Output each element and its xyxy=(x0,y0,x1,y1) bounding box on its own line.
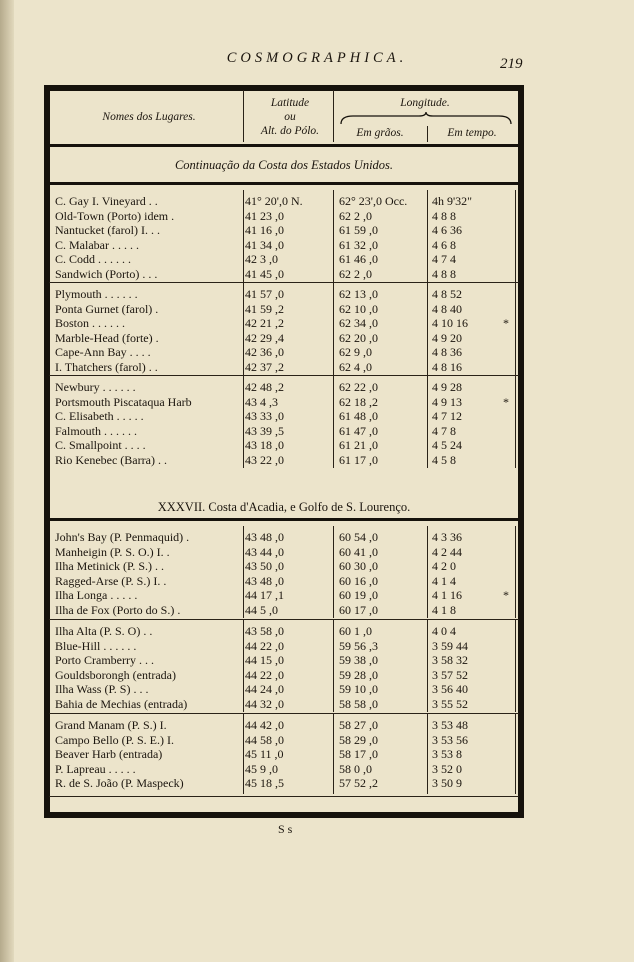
table-row xyxy=(49,331,519,345)
longitude-time: 3 58 32 xyxy=(432,653,468,668)
longitude-degrees: 59 10 ,0 xyxy=(339,682,378,697)
group-divider xyxy=(49,375,519,376)
longitude-time: 3 55 52 xyxy=(432,697,468,711)
longitude-degrees: 60 30 ,0 xyxy=(339,559,378,574)
table-row xyxy=(49,559,519,573)
place-name: C. Gay I. Vineyard . . xyxy=(55,194,158,208)
header-latitude-1: Latitude xyxy=(270,97,310,109)
longitude-time: 4 9 20 xyxy=(432,330,462,345)
latitude-value: 45 11 ,0 xyxy=(245,747,284,762)
latitude-value: 41 34 ,0 xyxy=(245,237,284,252)
longitude-degrees: 62 13 ,0 xyxy=(339,287,378,301)
place-name: Ilha de Fox (Porto do S.) . xyxy=(55,603,181,617)
latitude-value: 44 58 ,0 xyxy=(245,732,284,747)
longitude-degrees: 61 32 ,0 xyxy=(339,237,378,252)
longitude-degrees: 62 34 ,0 xyxy=(339,316,378,331)
longitude-degrees: 61 46 ,0 xyxy=(339,252,378,267)
longitude-time: 4 8 36 xyxy=(432,345,462,360)
latitude-value: 44 22 ,0 xyxy=(245,667,284,682)
observation-mark: * xyxy=(503,394,509,409)
table-row xyxy=(49,776,519,790)
table-row xyxy=(49,409,519,423)
latitude-value: 41 59 ,2 xyxy=(245,301,284,316)
place-name: Portsmouth Piscataqua Harb xyxy=(55,394,192,409)
running-head: COSMOGRAPHICA. xyxy=(226,50,408,66)
longitude-time: 4 9 13 xyxy=(432,394,462,409)
place-name: Ragged-Arse (P. S.) I. . xyxy=(55,573,167,588)
page-edge-shadow xyxy=(0,0,14,962)
longitude-time: 4 5 24 xyxy=(432,438,462,453)
longitude-time: 4 0 4 xyxy=(432,624,456,638)
place-name: Boston . . . . . . xyxy=(55,316,126,331)
latitude-value: 43 33 ,0 xyxy=(245,409,284,424)
latitude-value: 42 29 ,4 xyxy=(245,330,284,345)
place-name: Ilha Metinick (P. S.) . . xyxy=(55,559,164,574)
longitude-time: 4 8 16 xyxy=(432,360,462,374)
longitude-time: 4 7 8 xyxy=(432,423,456,438)
latitude-value: 42 48 ,2 xyxy=(245,380,284,394)
section-2-rule xyxy=(49,518,519,521)
table-row xyxy=(49,747,519,761)
longitude-time: 4 6 36 xyxy=(432,223,462,238)
place-name: Rio Kenebec (Barra) . . xyxy=(55,453,167,467)
longitude-time: 4 9 28 xyxy=(432,380,462,394)
longitude-time: 4 8 52 xyxy=(432,287,462,301)
table-row xyxy=(49,668,519,682)
table-row xyxy=(49,438,519,452)
latitude-value: 42 36 ,0 xyxy=(245,345,284,360)
coordinates-table xyxy=(45,86,523,817)
longitude-time: 4 7 4 xyxy=(432,252,456,267)
place-name: C. Smallpoint . . . . xyxy=(55,438,146,453)
longitude-degrees: 60 1 ,0 xyxy=(339,624,372,638)
place-name: C. Malabar . . . . . xyxy=(55,237,139,252)
table-row xyxy=(49,380,519,394)
place-name: Plymouth . . . . . . xyxy=(55,287,138,301)
table-row xyxy=(49,395,519,409)
longitude-degrees: 62 22 ,0 xyxy=(339,380,378,394)
longitude-degrees: 58 0 ,0 xyxy=(339,761,372,776)
longitude-time: 3 50 9 xyxy=(432,776,462,791)
table-row xyxy=(49,302,519,316)
header-latitude-2: ou xyxy=(284,111,296,123)
latitude-value: 43 39 ,5 xyxy=(245,423,284,438)
latitude-value: 43 50 ,0 xyxy=(245,559,284,574)
latitude-value: 43 58 ,0 xyxy=(245,624,284,638)
table-row xyxy=(49,697,519,711)
longitude-degrees: 62 18 ,2 xyxy=(339,394,378,409)
latitude-value: 41° 20',0 N. xyxy=(245,194,303,208)
table-row xyxy=(49,209,519,223)
latitude-value: 44 17 ,1 xyxy=(245,588,284,603)
table-row xyxy=(49,287,519,301)
longitude-brace xyxy=(339,112,513,126)
place-name: Grand Manam (P. S.) I. xyxy=(55,718,167,732)
observation-mark: * xyxy=(503,316,509,331)
section-2-title: XXXVII. Costa d'Acadia, e Golfo de S. Lourenço. xyxy=(157,500,411,514)
latitude-value: 44 42 ,0 xyxy=(245,718,284,732)
longitude-time: 3 59 44 xyxy=(432,638,468,653)
longitude-degrees: 61 59 ,0 xyxy=(339,223,378,238)
latitude-value: 44 32 ,0 xyxy=(245,697,284,711)
longitude-time: 3 53 48 xyxy=(432,718,468,732)
place-name: John's Bay (P. Penmaquid) . xyxy=(55,530,190,544)
section-1-rule xyxy=(49,182,519,185)
longitude-degrees: 62° 23',0 Occ. xyxy=(339,194,408,208)
place-name: Ponta Gurnet (farol) . xyxy=(55,301,159,316)
place-name: Old-Town (Porto) idem . xyxy=(55,208,175,223)
longitude-degrees: 59 56 ,3 xyxy=(339,638,378,653)
longitude-degrees: 58 17 ,0 xyxy=(339,747,378,762)
place-name: Falmouth . . . . . . xyxy=(55,423,138,438)
longitude-degrees: 58 58 ,0 xyxy=(339,697,378,711)
latitude-value: 41 16 ,0 xyxy=(245,223,284,238)
latitude-value: 45 9 ,0 xyxy=(245,761,278,776)
longitude-degrees: 62 9 ,0 xyxy=(339,345,372,360)
place-name: C. Codd . . . . . . xyxy=(55,252,132,267)
place-name: Ilha Longa . . . . . xyxy=(55,588,138,603)
longitude-degrees: 59 38 ,0 xyxy=(339,653,378,668)
latitude-value: 43 22 ,0 xyxy=(245,453,284,467)
header-em-graos: Em grãos. xyxy=(356,127,404,139)
longitude-degrees: 61 17 ,0 xyxy=(339,453,378,467)
longitude-time: 4 5 8 xyxy=(432,453,456,467)
header-names: Nomes dos Lugares. xyxy=(102,111,196,123)
signature-mark: S s xyxy=(278,822,293,836)
place-name: Nantucket (farol) I. . . xyxy=(55,223,160,238)
longitude-degrees: 60 17 ,0 xyxy=(339,603,378,617)
latitude-value: 44 22 ,0 xyxy=(245,638,284,653)
table-row xyxy=(49,316,519,330)
place-name: Sandwich (Porto) . . . xyxy=(55,267,158,281)
table-row xyxy=(49,223,519,237)
longitude-time: 4 8 8 xyxy=(432,208,456,223)
longitude-degrees: 61 47 ,0 xyxy=(339,423,378,438)
header-divider-3 xyxy=(427,126,428,142)
latitude-value: 43 44 ,0 xyxy=(245,544,284,559)
longitude-time: 4 1 8 xyxy=(432,603,456,617)
latitude-value: 45 18 ,5 xyxy=(245,776,284,791)
longitude-degrees: 62 10 ,0 xyxy=(339,301,378,316)
longitude-degrees: 61 21 ,0 xyxy=(339,438,378,453)
longitude-time: 4 1 16 xyxy=(432,588,462,603)
table-row xyxy=(49,682,519,696)
longitude-degrees: 60 41 ,0 xyxy=(339,544,378,559)
place-name: Porto Cramberry . . . xyxy=(55,653,154,668)
header-longitude: Longitude. xyxy=(400,97,450,109)
longitude-time: 4 6 8 xyxy=(432,237,456,252)
latitude-value: 44 24 ,0 xyxy=(245,682,284,697)
longitude-degrees: 60 54 ,0 xyxy=(339,530,378,544)
place-name: P. Lapreau . . . . . xyxy=(55,761,136,776)
table-row xyxy=(49,718,519,732)
longitude-time: 3 53 56 xyxy=(432,732,468,747)
longitude-degrees: 62 4 ,0 xyxy=(339,360,372,374)
longitude-time: 3 57 52 xyxy=(432,667,468,682)
longitude-degrees: 59 28 ,0 xyxy=(339,667,378,682)
latitude-value: 41 57 ,0 xyxy=(245,287,284,301)
latitude-value: 44 15 ,0 xyxy=(245,653,284,668)
header-divider-2 xyxy=(333,90,334,142)
place-name: Beaver Harb (entrada) xyxy=(55,747,163,762)
group-divider xyxy=(49,619,519,620)
observation-mark: * xyxy=(503,588,509,603)
table-row xyxy=(49,194,519,208)
table-row xyxy=(49,345,519,359)
place-name: Blue-Hill . . . . . . xyxy=(55,638,137,653)
latitude-value: 44 5 ,0 xyxy=(245,603,278,617)
table-row xyxy=(49,762,519,776)
place-name: R. de S. João (P. Maspeck) xyxy=(55,776,184,791)
latitude-value: 41 23 ,0 xyxy=(245,208,284,223)
longitude-time: 3 53 8 xyxy=(432,747,462,762)
table-row xyxy=(49,733,519,747)
latitude-value: 42 21 ,2 xyxy=(245,316,284,331)
latitude-value: 42 37 ,2 xyxy=(245,360,284,374)
table-row xyxy=(49,424,519,438)
longitude-degrees: 62 2 ,0 xyxy=(339,267,372,281)
place-name: Manheigin (P. S. O.) I. . xyxy=(55,544,170,559)
header-rule xyxy=(49,144,519,147)
table-row xyxy=(49,267,519,281)
longitude-time: 4 8 8 xyxy=(432,267,456,281)
longitude-degrees: 62 20 ,0 xyxy=(339,330,378,345)
place-name: Newbury . . . . . . xyxy=(55,380,136,394)
longitude-degrees: 60 19 ,0 xyxy=(339,588,378,603)
header-em-tempo: Em tempo. xyxy=(447,127,497,139)
longitude-time: 4h 9'32" xyxy=(432,194,473,208)
header-latitude-3: Alt. do Pólo. xyxy=(260,125,320,137)
longitude-time: 4 10 16 xyxy=(432,316,468,331)
longitude-degrees: 60 16 ,0 xyxy=(339,573,378,588)
longitude-degrees: 61 48 ,0 xyxy=(339,409,378,424)
place-name: Ilha Alta (P. S. O) . . xyxy=(55,624,153,638)
longitude-time: 4 2 44 xyxy=(432,544,462,559)
longitude-time: 4 7 12 xyxy=(432,409,462,424)
latitude-value: 43 48 ,0 xyxy=(245,573,284,588)
longitude-time: 3 56 40 xyxy=(432,682,468,697)
longitude-time: 4 2 0 xyxy=(432,559,456,574)
place-name: C. Elisabeth . . . . . xyxy=(55,409,144,424)
page-number: 219 xyxy=(500,56,523,72)
place-name: Campo Bello (P. S. E.) I. xyxy=(55,732,174,747)
table-row xyxy=(49,530,519,544)
place-name: Ilha Wass (P. S) . . . xyxy=(55,682,149,697)
group-divider xyxy=(49,282,519,283)
place-name: Marble-Head (forte) . xyxy=(55,330,159,345)
longitude-time: 4 3 36 xyxy=(432,530,462,544)
longitude-time: 4 8 40 xyxy=(432,301,462,316)
longitude-time: 3 52 0 xyxy=(432,761,462,776)
latitude-value: 41 45 ,0 xyxy=(245,267,284,281)
place-name: Bahia de Mechias (entrada) xyxy=(55,697,188,711)
table-row xyxy=(49,639,519,653)
table-row xyxy=(49,238,519,252)
longitude-time: 4 1 4 xyxy=(432,573,456,588)
header-divider-1 xyxy=(243,90,244,142)
table-row xyxy=(49,624,519,638)
longitude-degrees: 58 27 ,0 xyxy=(339,718,378,732)
place-name: Cape-Ann Bay . . . . xyxy=(55,345,151,360)
latitude-value: 42 3 ,0 xyxy=(245,252,278,267)
table-row xyxy=(49,252,519,266)
place-name: Gouldsborongh (entrada) xyxy=(55,667,176,682)
longitude-degrees: 58 29 ,0 xyxy=(339,732,378,747)
latitude-value: 43 18 ,0 xyxy=(245,438,284,453)
table-row xyxy=(49,574,519,588)
group-divider xyxy=(49,713,519,714)
table-bottom-rule xyxy=(49,796,519,797)
table-row xyxy=(49,603,519,617)
place-name: I. Thatchers (farol) . . xyxy=(55,360,158,374)
table-row xyxy=(49,653,519,667)
latitude-value: 43 4 ,3 xyxy=(245,394,278,409)
longitude-degrees: 62 2 ,0 xyxy=(339,208,372,223)
section-1-title: Continuação da Costa dos Estados Unidos. xyxy=(174,158,394,172)
table-row xyxy=(49,453,519,467)
latitude-value: 43 48 ,0 xyxy=(245,530,284,544)
table-row xyxy=(49,360,519,374)
table-row xyxy=(49,545,519,559)
longitude-degrees: 57 52 ,2 xyxy=(339,776,378,791)
table-row xyxy=(49,588,519,602)
